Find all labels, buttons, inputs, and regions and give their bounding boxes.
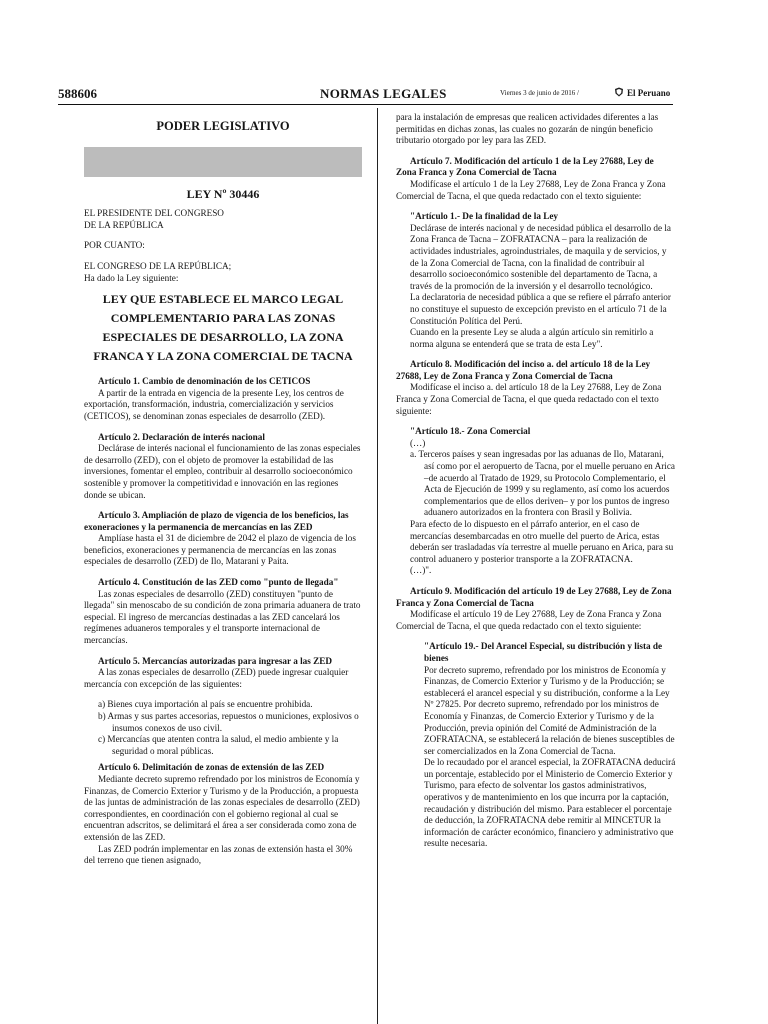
quote-body: La declaratoria de necesidad pública a que se refiere el párrafo anterior no constituye el supuesto de excepción previsto en el artículo 71 de la Constitución Política del Perú. [410, 292, 671, 326]
intro-line: Ha dado la Ley siguiente: [84, 272, 179, 283]
list-item: c) Mercancías que atenten contra la salud, el medio ambiente y la seguridad o moral públicas. [98, 734, 339, 756]
ellipsis: (…)". [410, 565, 432, 576]
article-body: A las zonas especiales de desarrollo (ZED) puede ingresar cualquier mercancía con excepción de las siguientes: [84, 667, 349, 689]
brand-name: El Peruano [627, 88, 671, 98]
list-item: a) Bienes cuya importación al país se encuentre prohibida. [98, 699, 313, 710]
article-heading: Artículo 8. Modificación del inciso a. del artículo 18 de la Ley 27688, Ley de Zona Franca y Zona Comercial de Tacna [396, 359, 651, 381]
right-column [396, 112, 676, 1024]
article-body: Modifícase el artículo 1 de la Ley 27688, Ley de Zona Franca y Zona Comercial de Tacna, el que queda redactado con el texto siguiente: [396, 178, 666, 201]
intro-line: POR CUANTO: [84, 240, 145, 251]
article-body: Mediante decreto supremo refrendado por los ministros de Economía y Finanzas, de Comercio Exterior y Turismo y de la Producción, a propuesta de las juntas de administración de las zonas especiales de desarrollo (ZED) correspondientes, en coordinación con el gobierno regional al cual se encuentran adscritos, se delimitará el área a ser considerada como zona de extensión de las ZED. [84, 773, 360, 842]
quote-body: Para efecto de lo dispuesto en el párrafo anterior, en el caso de mercancías desembarcadas en otro muelle del puerto de Arica, estas deberán ser trasladadas vía terrestre al muelle peruano en Arica, para su control aduanero y posterior transporte a la ZOFRATACNA. [410, 519, 674, 564]
article-heading: Artículo 1. Cambio de denominación de los CETICOS [98, 376, 311, 387]
section-heading: PODER LEGISLATIVO [156, 119, 290, 133]
list-item: a. Terceros países y sean ingresadas por las aduanas de Ilo, Matarani, así como por el aeropuerto de Tacna, por el muelle peruano en Arica –de acuerdo al Tratado de 1929, su Protocolo Complementario, el Acta de Ejecución de 1999 y su reglamento, así como los acuerdos complementarios que de ellos deriven– y por los puntos de ingreso aduanero autorizados en la frontera con Brasil y Bolivia. [410, 449, 675, 518]
quote-heading: "Artículo 18.- Zona Comercial [410, 426, 531, 437]
quoted-article [396, 211, 676, 350]
page-number: 588606 [58, 86, 97, 101]
column-separator [377, 108, 378, 1024]
list-item: b) Armas y sus partes accesorias, repuestos o municiones, explosivos o insumos conexos de uso civil. [98, 711, 359, 733]
quote-heading: "Artículo 1.- De la finalidad de la Ley [410, 211, 559, 222]
article-body: Modifícase el artículo 19 de Ley 27688, Ley de Zona Franca y Zona Comercial de Tacna, el que queda redactado con el texto siguiente: [396, 609, 662, 631]
article-body: Las ZED podrán implementar en las zonas de extensión hasta el 30% del terreno que tienen asignado, [84, 843, 353, 866]
intro-line: EL CONGRESO DE LA REPÚBLICA; [84, 260, 232, 271]
article-heading: Artículo 6. Delimitación de zonas de extensión de las ZED [98, 762, 325, 773]
article-body: Las zonas especiales de desarrollo (ZED) constituyen "punto de llegada" sin menoscabo de su condición de zona primaria aduanera de trato especial. El ingreso de mercancías destinadas a las ZED cancelará los regímenes aduaneros temporales y el transporte internacional de mercancías. [84, 588, 361, 646]
article-body: Modifícase el inciso a. del artículo 18 de la Ley 27688, Ley de Zona Franca y Zona Comercial de Tacna, el que queda redactado con el texto siguiente: [396, 382, 662, 416]
quote-body: Por decreto supremo, refrendado por los ministros de Economía y Finanzas, de Comercio Exterior y Turismo y de la Producción; se establecerá el arancel especial y su distribución, conforme a la Ley Nº 27825. Por decreto supremo, refrendado por los ministros de Economía y Finanzas, de Comercio Exterior y Turismo y de la Producción, previa opinión del Comité de Administración de la ZOFRATACNA, se establecerá la relación de bienes susceptibles de ser comercializados en la Zona Comercial de Tacna. [424, 664, 675, 756]
article-heading: Artículo 9. Modificación del artículo 19 de Ley 27688, Ley de Zona Franca y Zona Comercial de Tacna [396, 585, 672, 608]
quoted-article [396, 426, 676, 577]
intro-line: EL PRESIDENTE DEL CONGRESO [84, 208, 224, 219]
law-title: LEY QUE ESTABLECE EL MARCO LEGAL COMPLEMENTARIO PARA LAS ZONAS ESPECIALES DE DESARROLLO, LA ZONA FRANCA Y LA ZONA COMERCIAL DE TACNA [93, 292, 353, 364]
section-title: NORMAS LEGALES [320, 86, 447, 101]
page-header [58, 86, 673, 104]
article-body: A partir de la entrada en vigencia de la presente Ley, los centros de exportación, transformación, industria, comercialización y servicios (CETICOS), se denominan zonas especiales de desarrollo (ZED). [84, 387, 344, 421]
continued-text: para la instalación de empresas que realicen actividades diferentes a las permitidas en dichas zonas, las cuales no gozarán de ningún beneficio tributario otorgado por ley para las ZED. [396, 112, 659, 146]
quote-body: Cuando en la presente Ley se aluda a algún artículo sin remitirlo a norma alguna se entenderá que se trata de esta Ley". [410, 327, 654, 349]
article-body: Declárase de interés nacional el funcionamiento de las zonas especiales de desarrollo (ZED), con el objeto de promover la estabilidad de las inversiones, fomentar el empleo, contribuir al desarrollo socioeconómico sostenible y promover la competitividad e innovación en las regiones donde se ubican. [84, 443, 361, 500]
article-body: Amplíase hasta el 31 de diciembre de 2042 el plazo de vigencia de los beneficios, exoneraciones y permanencia de mercancías en las zonas especiales de desarrollo (ZED) de Ilo, Matarani y Paita. [84, 533, 356, 567]
article-heading: Artículo 2. Declaración de interés nacional [98, 431, 265, 442]
quote-body: De lo recaudado por el arancel especial, la ZOFRATACNA deducirá un porcentaje, establecido por el Ministerio de Comercio Exterior y Turismo, para efecto de solventar los gastos administrativos, operativos y de mantenimiento en los que incurra por la captación, recaudación y distribución del mismo. Para establecer el porcentaje de deducción, la ZOFRATACNA debe remitir al MINCETUR la información de carácter económico, financiero y administrativo que resulte necesaria. [424, 757, 676, 849]
article-heading: Artículo 4. Constitución de las ZED como "punto de llegada" [98, 577, 339, 588]
article-heading: Artículo 5. Mercancías autorizadas para ingresar a las ZED [98, 655, 333, 666]
quote-body: Declárase de interés nacional y de necesidad pública el desarrollo de la Zona Franca de Tacna – ZOFRATACNA – para la realización de actividades industriales, agroindustriales, de maquila y de servicios, y de la Zona Comercial de Tacna, con la finalidad de contribuir al desarrollo socioeconómico sostenible del departamento de Tacna, a través de la promoción de la inversión y el desarrollo tecnológico. [410, 222, 671, 291]
header-rule [58, 104, 673, 105]
quote-heading: "Artículo 19.- Del Arancel Especial, su distribución y lista de bienes [424, 641, 663, 663]
brand [614, 87, 670, 98]
law-number: LEY Nº 30446 [186, 186, 260, 201]
article-heading: Artículo 7. Modificación del artículo 1 de la Ley 27688, Ley de Zona Franca y Zona Comercial de Tacna [396, 155, 654, 178]
left-column [84, 112, 362, 1024]
exception-list [84, 699, 362, 757]
quoted-article [396, 641, 676, 850]
intro-line: DE LA REPÚBLICA [84, 219, 164, 230]
article-heading: Artículo 3. Ampliación de plazo de vigencia de los beneficios, las exoneraciones y la permanencia de mercancías en las ZED [84, 510, 349, 532]
issue-date: Viernes 3 de junio de 2016 / [500, 89, 579, 97]
gray-band [84, 147, 362, 177]
shield-logo-icon [614, 87, 624, 97]
ellipsis: (…) [410, 437, 426, 448]
